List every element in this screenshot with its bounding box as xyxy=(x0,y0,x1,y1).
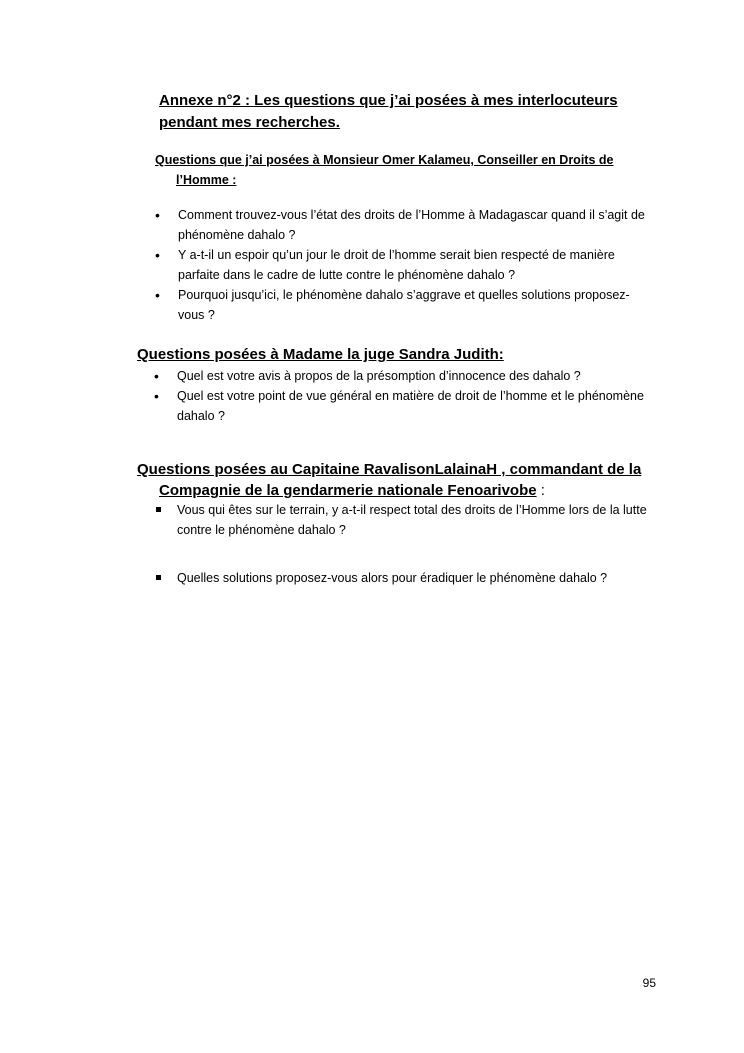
list-item-text: Comment trouvez-vous l’état des droits de l’Homme à Madagascar quand il s’agit de phénomène dahalo ? xyxy=(178,208,645,242)
square-bullet-icon xyxy=(156,507,161,512)
list-item-text: Quel est votre avis à propos de la présomption d’innocence des dahalo ? xyxy=(177,369,581,383)
square-bullet-icon xyxy=(156,575,161,580)
annex-title xyxy=(159,90,659,134)
annex-title-line2: pendant mes recherches. xyxy=(159,114,340,131)
section3-heading xyxy=(137,459,667,501)
section1-heading-line2: l’Homme : xyxy=(176,173,237,187)
bullet-icon: • xyxy=(155,247,160,263)
list-item-text: Vous qui êtes sur le terrain, y a-t-il respect total des droits de l’Homme lors de la lutte contre le phénomène dahalo ? xyxy=(177,503,647,537)
section2-list xyxy=(154,366,647,426)
section3-list-continued xyxy=(177,568,657,588)
section1-list xyxy=(155,205,648,325)
section3-list xyxy=(177,500,657,540)
section1-heading xyxy=(155,150,655,190)
bullet-icon: • xyxy=(155,287,160,303)
section3-heading-line2: Compagnie de la gendarmerie nationale Fenoarivobe xyxy=(159,482,537,499)
annex-title-line1: Annexe n°2 : Les questions que j’ai posées à mes interlocuteurs xyxy=(159,92,618,109)
list-item xyxy=(155,205,648,245)
list-item-text: Quelles solutions proposez-vous alors pour éradiquer le phénomène dahalo ? xyxy=(177,571,608,585)
list-item-text: Pourquoi jusqu’ici, le phénomène dahalo s’aggrave et quelles solutions proposez-vous ? xyxy=(178,288,630,322)
list-item-text: Y a-t-il un espoir qu’un jour le droit de l’homme serait bien respecté de manière parfaite dans le cadre de lutte contre le phénomène dahalo ? xyxy=(178,248,615,282)
list-item xyxy=(177,568,657,588)
list-item xyxy=(155,245,648,285)
section1-heading-line1: Questions que j’ai posées à Monsieur Omer Kalameu, Conseiller en Droits de xyxy=(155,153,614,167)
bullet-icon: • xyxy=(154,388,159,404)
page-number: 95 xyxy=(642,976,656,990)
list-item xyxy=(154,366,647,386)
section3-heading-colon: : xyxy=(536,482,545,499)
list-item xyxy=(177,500,657,540)
section3-heading-line1: Questions posées au Capitaine RavalisonLalainaH , commandant de la xyxy=(137,461,642,478)
section2-heading: Questions posées à Madame la juge Sandra Judith: xyxy=(137,346,504,363)
list-item-text: Quel est votre point de vue général en matière de droit de l’homme et le phénomène dahalo ? xyxy=(177,389,644,423)
list-item xyxy=(155,285,648,325)
bullet-icon: • xyxy=(155,207,160,223)
list-item xyxy=(154,386,647,426)
bullet-icon: • xyxy=(154,368,159,384)
